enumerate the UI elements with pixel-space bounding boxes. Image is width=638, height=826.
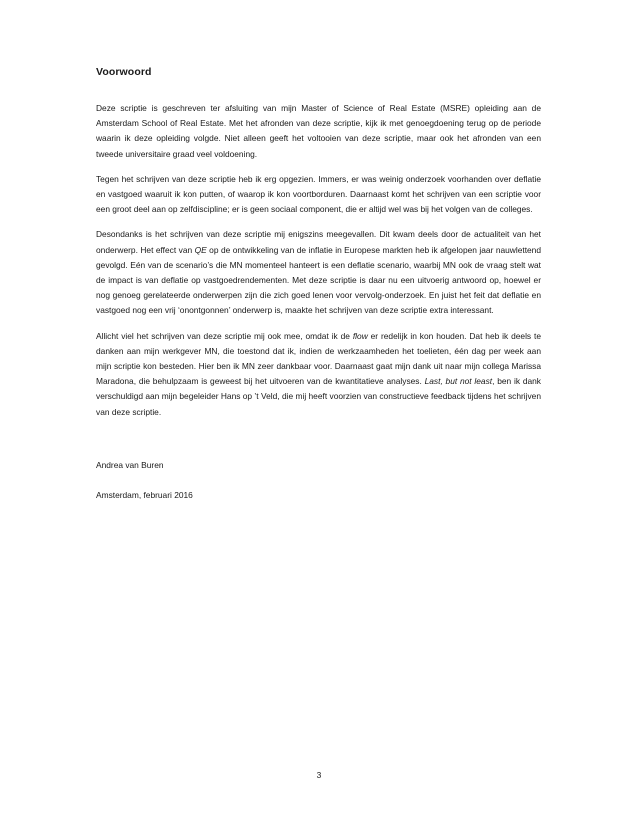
paragraph — [96, 227, 541, 318]
paragraph-text: Deze scriptie is geschreven ter afsluiting van mijn Master of Science of Real Estate (MSRE) opleiding aan de Amsterdam School of Real Estate. Met het afronden van deze scriptie, kijk ik met genoegdoening terug op de periode waarin ik deze opleiding volgde. Niet alleen geeft het voltooien van deze scriptie, maar ook het afronden van een tweede universitaire graad veel voldoening. — [96, 103, 541, 159]
place-date: Amsterdam, februari 2016 — [96, 490, 193, 501]
paragraph — [96, 101, 541, 162]
italic-text: flow — [352, 330, 368, 341]
paragraph-text: , ben ik dank verschuldigd aan mijn begeleider Hans op ’t Veld, die mij heeft voorzien van constructieve feedback tijdens het schrijven van deze scriptie. — [96, 376, 541, 417]
page-number: 3 — [316, 770, 322, 780]
paragraph-text: Tegen het schrijven van deze scriptie heb ik erg opgezien. Immers, er was weinig onderzoek voorhanden over deflatie en vastgoed waaruit ik kon putten, of waarop ik kon voortborduren. Daarnaast komt het schrijven van een scriptie voor een groot deel aan op zelfdiscipline; er is geen sociaal component, die er altijd wel was bij het volgen van de colleges. — [96, 173, 541, 215]
paragraph-text: Allicht viel het schrijven van deze scriptie mij ook mee, omdat ik de — [96, 330, 353, 341]
italic-text: Last, but not least — [424, 376, 493, 387]
page-title: Voorwoord — [96, 66, 152, 78]
body-text — [96, 101, 541, 420]
page-content — [96, 66, 541, 503]
paragraph-text: er redelijk in kon houden. Dat heb ik deels te danken aan mijn werkgever MN, die toestond dat ik, indien de werkzaamheden het toelieten, één dag per week aan mijn scriptie kon besteden. Hier ben ik MN zeer dankbaar voor. Daarnaast gaat mijn dank uit naar mijn collega Marissa Maradona, die behulpzaam is geweest bij het uitvoeren van de kwantitatieve analyses. — [96, 330, 541, 387]
paragraph — [96, 329, 541, 420]
paragraph-text: Desondanks is het schrijven van deze scriptie mij enigszins meegevallen. Dit kwam deels door de actualiteit van het onderwerp. Het effect van — [96, 229, 541, 255]
italic-text: QE — [194, 244, 207, 255]
author-name: Andrea van Buren — [96, 459, 164, 470]
paragraph-text: op de ontwikkeling van de inflatie in Europese markten heb ik afgelopen jaar nauwlettend gevolgd. Eén van de scenario’s die MN momenteel hanteert is een deflatie scenario, waarbij MN ook de vraag stelt wat de impact is van deflatie op vastgoedrendementen. Met deze scriptie is daar nu een uitvoerig antwoord op, hoewel er nog genoeg gerelateerde onderwerpen zijn die zich goed lenen voor vervolg-onderzoek. En juist het feit dat deflatie en vastgoed nog een vrij ‘onontgonnen’ onderwerp is, maakte het schrijven van deze scriptie extra interessant. — [96, 244, 541, 316]
paragraph — [96, 172, 541, 218]
